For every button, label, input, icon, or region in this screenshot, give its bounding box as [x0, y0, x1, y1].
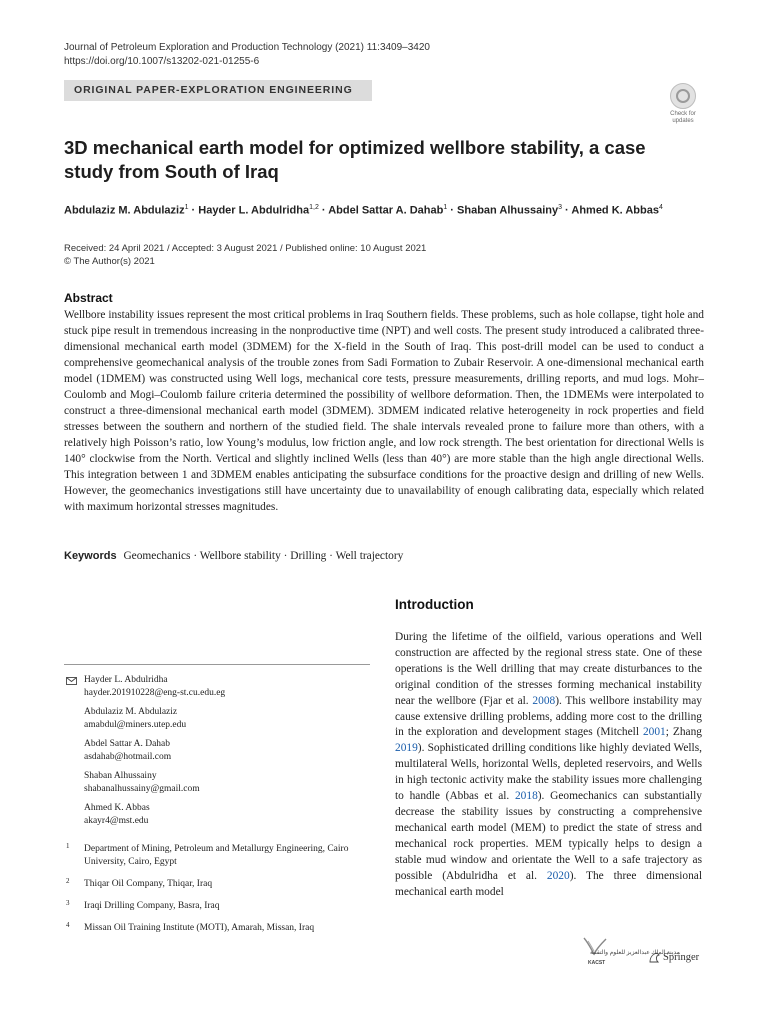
- intro-text-4: ). Sophisticated drilling conditions like highly deviated Wells, multilateral Wells, horizontal Wells, depleted reservoirs, and Wells in high tectonic activity make the stability issues more challenging to handle (Abbas et al.: [395, 742, 702, 803]
- affiliations: [64, 843, 370, 944]
- kacst-arabic-name: مدينة الملك عبدالعزيز للعلوم والتقنية: [590, 950, 680, 956]
- check-for-updates-badge[interactable]: [664, 83, 702, 123]
- affiliation-entry: [64, 878, 370, 891]
- check-badge-line1: Check for: [670, 111, 696, 117]
- keywords-list: Geomechanics · Wellbore stability · Drilling · Well trajectory: [123, 550, 404, 562]
- intro-text-1: During the lifetime of the oilfield, various operations and Well construction are affected by the regional stress state. One of these operations is the Well drilling that may create disturbances to the original condition of the stresses forming mechanical instability near the wellbore (Fjar et al.: [395, 631, 702, 707]
- check-badge-line2: updates: [672, 118, 694, 124]
- intro-text-6: ). The three dimensional mechanical earth model: [395, 869, 702, 898]
- contact-entry: [84, 674, 374, 700]
- intro-text-2: ). This wellbore instability may cause extensive drilling problems, adding more cost to the drilling in the exploration and development stages (Mitchell: [395, 694, 702, 739]
- contact-email[interactable]: hayder.201910228@eng-st.cu.edu.eg: [84, 688, 226, 698]
- contact-name: Shaban Alhussainy: [84, 771, 157, 781]
- contact-name: Abdel Sattar A. Dahab: [84, 739, 171, 749]
- citation-link[interactable]: 2018: [514, 790, 538, 803]
- citation-link[interactable]: 2001: [642, 726, 666, 739]
- affiliation-text: Missan Oil Training Institute (MOTI), Amarah, Missan, Iraq: [84, 923, 315, 933]
- keywords-label: Keywords: [64, 550, 117, 562]
- footnote-divider: [64, 664, 370, 665]
- springer-horse-icon: [648, 951, 661, 964]
- author-name[interactable]: Hayder L. Abdulridha: [198, 204, 310, 217]
- affiliation-text: Iraqi Drilling Company, Basra, Iraq: [84, 901, 220, 911]
- author-separator: ·: [562, 204, 572, 217]
- publication-dates: [64, 242, 426, 268]
- author-affiliation-mark: 1,2: [309, 204, 319, 211]
- affiliation-text: Department of Mining, Petroleum and Metallurgy Engineering, Cairo University, Cairo, Egypt: [84, 844, 349, 867]
- author-separator: ·: [318, 204, 329, 217]
- author-name[interactable]: Ahmed K. Abbas: [571, 204, 659, 217]
- intro-text-3: ; Zhang: [665, 726, 702, 739]
- abstract-body: Wellbore instability issues represent the most critical problems in Iraq Southern fields. These problems, such as hole collapse, tight hole and stuck pipe result in tremendous increasing in the nonproductive time (NPT) and well costs. The present study introduced a calibrated three-dimensional mechanical earth model (3DMEM) for the X-field in the South of Iraq. This post-drill model can be used to conduct a comprehensive geomechanical analysis of the trouble zones from Sadi Formation to Zubair Reservoir. A one-dimensional mechanical earth model (1DMEM) was constructed using Well logs, mechanical core tests, pressure measurements, drilling reports, and mud logs. Mohr–Coulomb and Mogi–Coulomb failure criteria determined the possibility of wellbore deformation. Then, the 1DMEMs were interpolated to construct a three-dimensional mechanical earth model (3DMEM). 3DMEM indicated relative heterogeneity in rock properties and field stresses between the southern and northern of the studied field. The shale intervals revealed prone to failure more than others, with a relatively high Poisson’s ratio, low Young’s modulus, low friction angle, and low rock strength. The best orientation for directional Wells is 140° clockwise from the North. Vertical and slightly inclined Wells (less than 40°) are more stable than the high angle directional Wells. This integration between 1 and 3DMEM enables anticipating the subsurface conditions for the proactive design and drilling of new Wells. However, the geomechanics investigations still have uncertainty due to unavailability of enough calibrating data, especially which related with maximum horizontal stresses magnitudes.: [64, 309, 704, 513]
- contact-email[interactable]: akayr4@mst.edu: [84, 816, 149, 826]
- journal-citation: Journal of Petroleum Exploration and Production Technology (2021) 11:3409–3420: [64, 42, 430, 53]
- keywords: [64, 550, 403, 562]
- affiliation-number: 3: [66, 899, 70, 907]
- author-affiliation-mark: 1: [443, 204, 448, 211]
- history-dates: Received: 24 April 2021 / Accepted: 3 August 2021 / Published online: 10 August 2021: [64, 243, 427, 254]
- introduction-heading: Introduction: [395, 597, 474, 612]
- doi-link[interactable]: https://doi.org/10.1007/s13202-021-01255-6: [64, 56, 260, 67]
- journal-header: [64, 41, 430, 69]
- contact-entry: [84, 802, 374, 828]
- contact-email[interactable]: shabanalhussainy@gmail.com: [84, 784, 200, 794]
- contact-email[interactable]: asdahab@hotmail.com: [84, 752, 172, 762]
- author-affiliation-mark: 4: [658, 204, 663, 211]
- affiliation-number: 4: [66, 921, 70, 929]
- contact-entry: [84, 738, 374, 764]
- title-line-1: 3D mechanical earth model for optimized wellbore stability, a case: [64, 137, 646, 158]
- author-name[interactable]: Shaban Alhussainy: [457, 204, 559, 217]
- citation-link[interactable]: 2019: [395, 742, 418, 755]
- contact-email[interactable]: amabdul@miners.utep.edu: [84, 720, 187, 730]
- citation-link[interactable]: 2008: [532, 694, 556, 707]
- contact-entry: [84, 770, 374, 796]
- kacst-label: KACST: [588, 960, 606, 966]
- article-category-bar: [64, 80, 372, 101]
- title-line-2: study from South of Iraq: [64, 161, 279, 182]
- contact-name: Ahmed K. Abbas: [84, 803, 150, 813]
- author-separator: ·: [188, 204, 199, 217]
- affiliation-entry: [64, 843, 370, 869]
- author-affiliation-mark: 1: [184, 204, 189, 211]
- copyright: © The Author(s) 2021: [64, 256, 155, 267]
- contact-entry: [84, 706, 374, 732]
- affiliation-entry: [64, 900, 370, 913]
- affiliation-text: Thiqar Oil Company, Thiqar, Iraq: [84, 879, 213, 889]
- affiliation-number: 1: [66, 842, 70, 850]
- abstract-heading: Abstract: [64, 291, 113, 305]
- contact-name: Hayder L. Abdulridha: [84, 675, 168, 685]
- affiliation-entry: [64, 922, 370, 935]
- publisher-logos: [580, 935, 710, 975]
- springer-wordmark: Springer: [663, 952, 700, 963]
- author-list: [64, 204, 714, 217]
- intro-text-5: ). Geomechanics can substantially decrease the stability issues by constructing a comprehensive mechanical earth model (MEM) to predict the state of stress and mechanical rock properties. MEM typically helps to design a stable mud window and orientate the Well to a safe trajectory as possible (Abdulridha et al.: [395, 790, 702, 882]
- citation-link[interactable]: 2020: [546, 869, 570, 882]
- paper-title: [64, 136, 684, 184]
- author-name[interactable]: Abdulaziz M. Abdulaziz: [64, 204, 185, 217]
- contact-name: Abdulaziz M. Abdulaziz: [84, 707, 178, 717]
- introduction-body: [395, 630, 702, 900]
- article-category: ORIGINAL PAPER-EXPLORATION ENGINEERING: [74, 84, 353, 96]
- check-updates-icon: [670, 83, 696, 109]
- affiliation-number: 2: [66, 877, 70, 885]
- corresponding-contacts: [84, 674, 374, 834]
- author-separator: ·: [447, 204, 458, 217]
- envelope-icon: [66, 677, 77, 685]
- author-name[interactable]: Abdel Sattar A. Dahab: [328, 204, 444, 217]
- author-affiliation-mark: 3: [558, 204, 562, 211]
